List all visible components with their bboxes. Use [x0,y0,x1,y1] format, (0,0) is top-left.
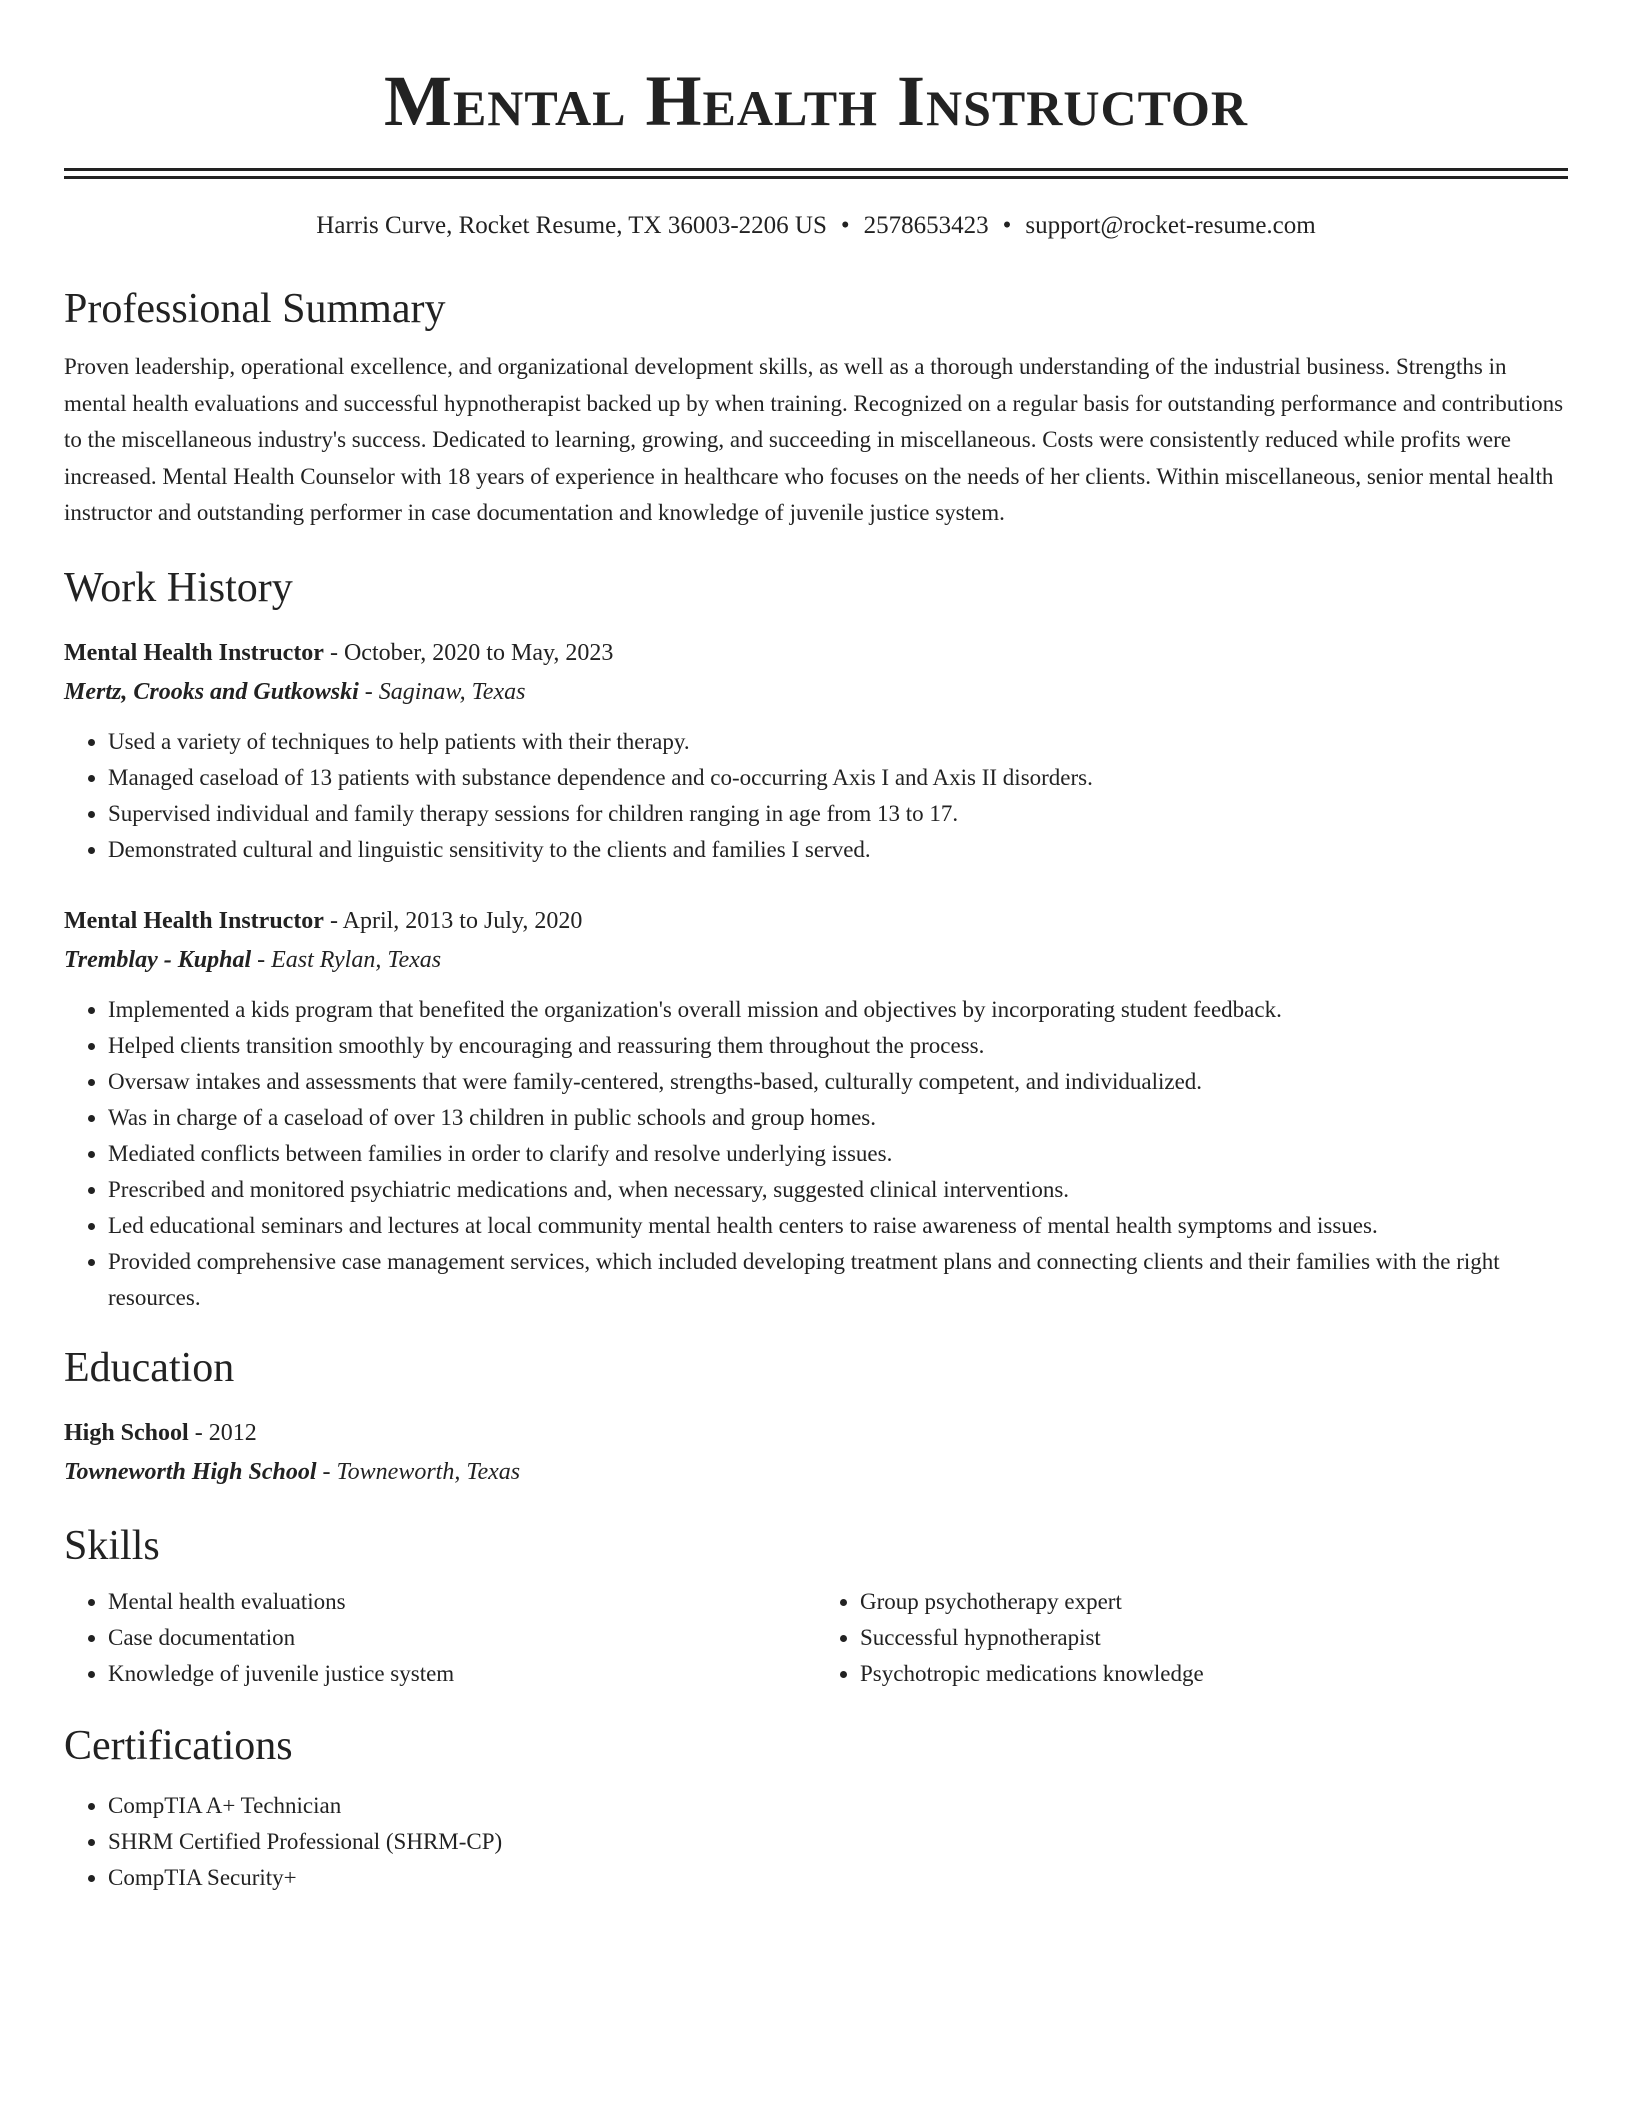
education-degree-line [64,1414,1568,1452]
contact-phone: 2578653423 [863,212,989,239]
contact-address: Harris Curve, Rocket Resume, TX 36003-2206 US [316,212,827,239]
job-bullet: • Led educational seminars and lectures at local community mental health centers to raise awareness of mental health symptoms and issues. [108,1208,1568,1244]
job-bullet: • Implemented a kids program that benefited the organization's overall mission and objectives by incorporating student feedback. [108,992,1568,1028]
skills-columns [64,1584,1568,1692]
skill-item: • Group psychotherapy expert [860,1584,1568,1620]
job-dates: April, 2013 to July, 2020 [342,907,583,934]
job-location: East Rylan, Texas [271,946,442,973]
job-entry-2 [64,902,1568,1316]
job-bullet: • Supervised individual and family therapy sessions for children ranging in age from 13 to 17. [108,796,1568,832]
skill-item: • Successful hypnotherapist [860,1620,1568,1656]
summary-heading: Professional Summary [64,286,446,332]
contact-email: support@rocket-resume.com [1025,212,1316,239]
job-dash: - [323,639,344,666]
job-bullet-list [64,992,1568,1316]
job-organization-line [64,672,1568,712]
contact-line [64,209,1568,243]
education-degree: High School [64,1419,189,1446]
contact-separator: • [1002,212,1012,239]
contact-separator: • [840,212,850,239]
job-bullet: • Was in charge of a caseload of over 13 children in public schools and group homes. [108,1100,1568,1136]
certification-item: • CompTIA A+ Technician [108,1788,1568,1824]
job-role: Mental Health Instructor [64,639,324,666]
skills-heading: Skills [64,1522,160,1569]
education-school: Towneworth High School [64,1458,317,1485]
job-bullet: • Oversaw intakes and assessments that were family-centered, strengths-based, culturally competent, and individualized. [108,1064,1568,1100]
job-bullet: • Mediated conflicts between families in order to clarify and resolve underlying issues. [108,1136,1568,1172]
education-year: 2012 [208,1419,257,1446]
skill-item: • Case documentation [108,1620,816,1656]
skills-list-right [816,1584,1568,1692]
certification-item: • CompTIA Security+ [108,1860,1568,1896]
certification-item: • SHRM Certified Professional (SHRM-CP) [108,1824,1568,1860]
job-bullet: • Used a variety of techniques to help patients with their therapy. [108,724,1568,760]
skill-item: • Knowledge of juvenile justice system [108,1656,816,1692]
education-heading: Education [64,1344,235,1391]
job-role: Mental Health Instructor [64,907,324,934]
job-heading [64,634,1568,672]
skills-list-left [64,1584,816,1692]
job-location: Saginaw, Texas [378,678,526,705]
job-dash: - [358,678,379,705]
job-entry-1 [64,634,1568,868]
education-dash: - [316,1458,337,1485]
job-bullet: • Managed caseload of 13 patients with substance dependence and co-occurring Axis I and Axis II disorders. [108,760,1568,796]
job-organization: Mertz, Crooks and Gutkowski [64,678,359,705]
job-organization-line [64,940,1568,980]
education-school-line [64,1452,1568,1492]
summary-text: Proven leadership, operational excellence, and organizational development skills, as well as a thorough understanding of the industrial business. Strengths in mental health evaluations and successful hypnotherapist backed up by when training. Recognized on a regular basis for outstanding performance and contributions to the miscellaneous industry's success. Dedicated to learning, growing, and succeeding in miscellaneous. Costs were consistently reduced while profits were increased. Mental Health Counselor with 18 years of experience in healthcare who focuses on the needs of her clients. Within miscellaneous, senior mental health instructor and outstanding performer in case documentation and knowledge of juvenile justice system. [64,354,1564,525]
education-dash: - [188,1419,209,1446]
education-entry [64,1414,1568,1492]
job-dash: - [251,946,272,973]
job-dates: October, 2020 to May, 2023 [343,639,614,666]
resume-name-heading: Mental Health Instructor [383,61,1249,141]
certifications-section [64,1788,1568,1896]
certifications-heading: Certifications [64,1722,293,1769]
job-bullet: • Provided comprehensive case management services, which included developing treatment plans and connecting clients and their families with the right resources. [108,1244,1568,1316]
job-bullet: • Prescribed and monitored psychiatric medications and, when necessary, suggested clinical interventions. [108,1172,1568,1208]
job-bullet: • Demonstrated cultural and linguistic sensitivity to the clients and families I served. [108,832,1568,868]
work-history-heading: Work History [64,564,293,611]
job-organization: Tremblay - Kuphal [64,946,252,973]
header-double-rule [64,168,1568,179]
job-bullet-list [64,724,1568,868]
job-heading [64,902,1568,940]
skill-item: • Mental health evaluations [108,1584,816,1620]
job-bullet: • Helped clients transition smoothly by encouraging and reassuring them throughout the process. [108,1028,1568,1064]
education-location: Towneworth, Texas [336,1458,521,1485]
job-dash: - [323,907,343,934]
skill-item: • Psychotropic medications knowledge [860,1656,1568,1692]
certifications-list [64,1788,1568,1896]
